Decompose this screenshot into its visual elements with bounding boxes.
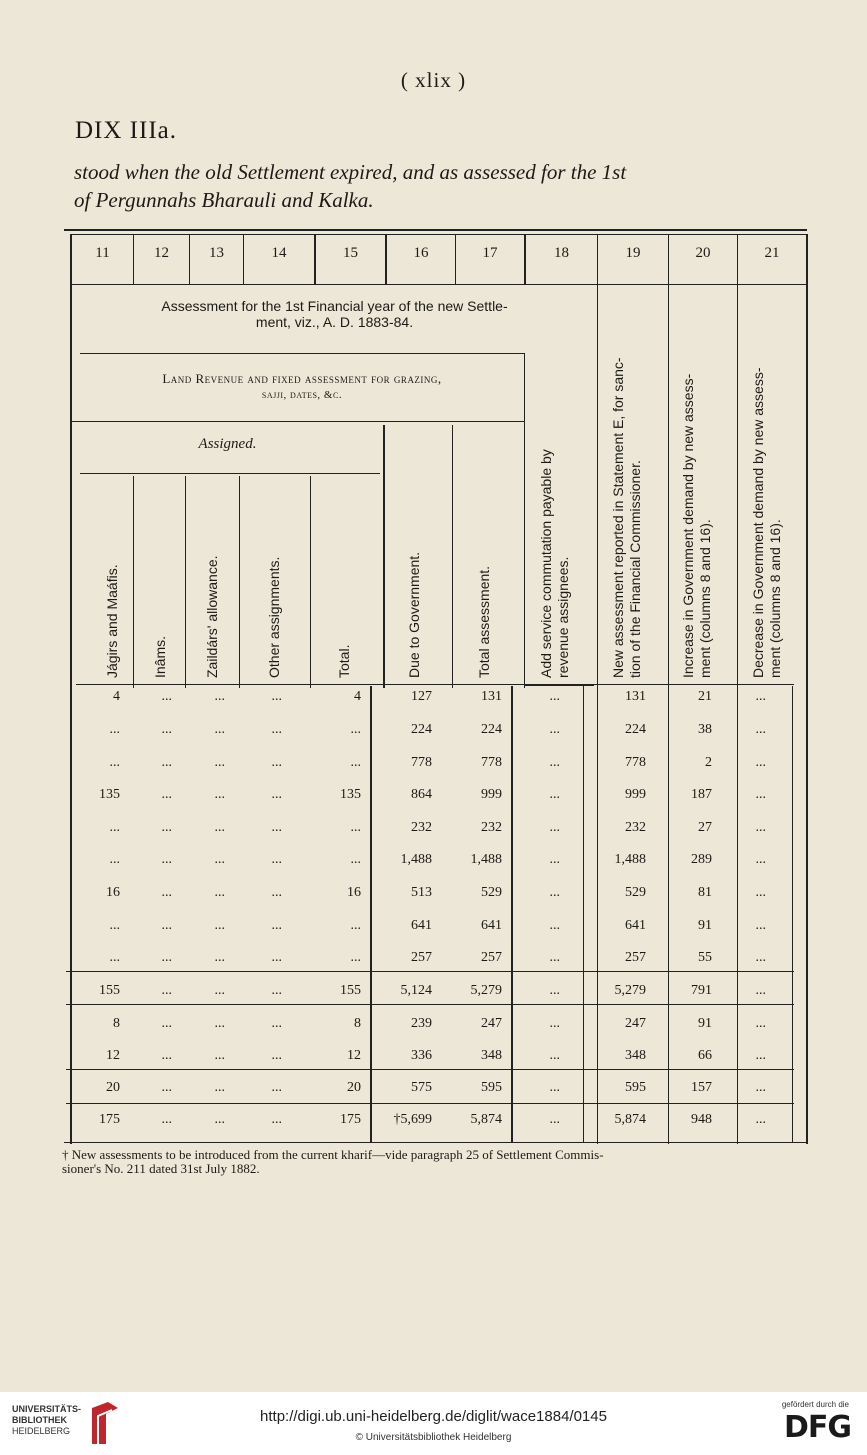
table-cell: ... [214,983,225,998]
table-cell: 4 [354,689,361,704]
col-number-18: 18 [554,245,569,261]
table-cell: 55 [698,950,712,965]
header-number-rule [70,284,807,285]
table-cell: ... [161,950,172,965]
header-inams: Inâms. [152,635,168,678]
table-cell: ... [755,1048,766,1063]
table-cell: 778 [481,755,502,770]
header-new-assessment [610,357,644,678]
table-cell: ... [755,689,766,704]
table-cell: 257 [625,950,646,965]
table-cell: ... [271,722,282,737]
col14-left-rule [239,476,240,688]
table-cell: ... [271,918,282,933]
table-cell: 91 [698,1016,712,1031]
land-revenue-rule [72,421,524,422]
subtitle-line-2: of Pergunnahs Bharauli and Kalka. [74,188,374,212]
table-cell: ... [755,918,766,933]
table-cell: 529 [625,885,646,900]
dfg-logo[interactable]: DFG [783,1410,851,1445]
table-cell: 1,488 [470,852,502,867]
table-cell: 20 [347,1080,361,1095]
sep-19 [597,234,598,1144]
land-revenue-line-1: Land Revenue and fixed assessment for grazing, [162,371,442,386]
library-name-line-1: UNIVERSITÄTS- [12,1404,82,1414]
table-cell: ... [271,787,282,802]
header-increase [680,374,714,678]
body-rule-16 [370,686,372,1142]
subtotal-rule-1 [66,971,794,972]
table-cell: ... [109,950,120,965]
header-c19-line-2: tion of the Financial Commissioner. [627,460,643,678]
table-cell: 12 [106,1048,120,1063]
table-cell: 232 [625,820,646,835]
table-cell: ... [161,1080,172,1095]
body-rule-18 [511,686,513,1142]
table-cell: 175 [340,1112,361,1127]
table-cell: 348 [625,1048,646,1063]
col-number-13: 13 [209,245,224,261]
table-cell: 247 [481,1016,502,1031]
sep-21 [737,234,738,1144]
table-cell: 135 [99,787,120,802]
table-cell: ... [214,755,225,770]
table-cell: ... [549,885,560,900]
table-cell: 791 [691,983,712,998]
col18-left-rule [524,353,525,688]
table-cell: 239 [411,1016,432,1031]
table-cell: ... [271,885,282,900]
header-total: Total. [336,644,352,678]
table-cell: 5,279 [470,983,502,998]
table-cell: ... [755,950,766,965]
table-cell: 5,279 [614,983,646,998]
col-number-21: 21 [764,245,780,261]
table-cell: ... [755,1112,766,1127]
table-cell: ... [109,820,120,835]
page-number: ( xlix ) [400,68,467,92]
table-cell: ... [549,983,560,998]
table-cell: ... [109,755,120,770]
table-cell: ... [755,722,766,737]
footnote [62,1148,822,1176]
table-cell: 948 [691,1112,712,1127]
table-cell: 131 [481,689,502,704]
col-number-17: 17 [482,245,498,261]
col-number-19: 19 [625,245,641,261]
table-cell: 16 [106,885,120,900]
table-cell: 999 [481,787,502,802]
table-cell: 864 [411,787,432,802]
table-cell: ... [755,1016,766,1031]
table-cell: ... [161,787,172,802]
table-cell: ... [549,918,560,933]
table-cell: 224 [625,722,646,737]
table-cell: 336 [411,1048,432,1063]
library-name-line-3: HEIDELBERG [12,1426,71,1436]
top-rule [64,229,807,231]
copyright-text: © Universitätsbibliothek Heidelberg [355,1432,512,1443]
table-cell: 16 [347,885,361,900]
header-c18-line-1: Add service commutation payable by [538,449,554,678]
table-cell: ... [549,1016,560,1031]
header-service-commutation [538,449,572,678]
table-cell: ... [549,722,560,737]
table-cell: ... [549,1048,560,1063]
table-cell: 2 [705,755,712,770]
footer-bar [0,1392,867,1455]
table-cell: 5,874 [614,1112,646,1127]
table-cell: ... [350,820,361,835]
table-cell: 232 [411,820,432,835]
assigned-rule [80,473,380,474]
subtitle-line-1: stood when the old Settlement expired, and as assessed for the 1st [74,160,627,184]
table-cell: 5,124 [400,983,432,998]
library-name-line-2: BIBLIOTHEK [12,1415,67,1425]
table-cell: ... [350,918,361,933]
table-cell: 131 [625,689,646,704]
table-cell: 257 [411,950,432,965]
col17-left-rule [452,425,453,688]
table-cell: ... [271,852,282,867]
table-cell: ... [271,820,282,835]
table-cell: ... [271,689,282,704]
table-cell: ... [214,1112,225,1127]
header-zaildars: Zaildárs' allowance. [204,555,220,678]
table-cell: ... [214,852,225,867]
col-number-14: 14 [271,245,287,261]
subtotal-rule-2 [66,1004,794,1005]
permalink-url[interactable]: http://digi.ub.uni-heidelberg.de/diglit/wace1884/0145 [260,1408,607,1425]
table-cell: ... [109,722,120,737]
table-cell: 575 [411,1080,432,1095]
body-rule-21-end [792,686,793,1142]
body-rule-19 [583,686,584,1142]
header-total-assessment: Total assessment. [476,565,492,678]
table-cell: ... [161,1048,172,1063]
table-cell: ... [214,885,225,900]
right-border [806,234,808,1144]
col-number-20: 20 [695,245,711,261]
table-cell: ... [350,722,361,737]
table-cell: ... [161,689,172,704]
col-number-11: 11 [95,245,110,261]
table-cell: ... [161,722,172,737]
table-cell: 157 [691,1080,712,1095]
col12-left-rule [133,476,134,688]
table-cell: ... [161,1016,172,1031]
group-rule [80,353,525,354]
table-cell: †5,699 [393,1112,432,1127]
table-cell: ... [214,787,225,802]
table-cell: ... [549,1080,560,1095]
header-c20-line-2: ment (columns 8 and 16). [697,519,713,678]
footnote-line-1: † New assessments to be introduced from the current kharif—vide paragraph 25 of Settlement Commis- [62,1147,604,1162]
table-cell: 175 [99,1112,120,1127]
table-cell: ... [549,820,560,835]
col16-left-rule [383,425,385,688]
table-cell: 20 [106,1080,120,1095]
table-cell: 8 [354,1016,361,1031]
assigned-header: Assigned. [198,436,257,452]
subtotal-rule-4 [66,1103,794,1104]
table-cell: 1,488 [614,852,646,867]
table-cell: 778 [411,755,432,770]
table-cell: 66 [698,1048,712,1063]
header-c19-line-1: New assessment reported in Statement E, for sanc- [610,357,626,678]
col13-left-rule [185,476,186,688]
table-cell: 289 [691,852,712,867]
top-rule-2 [70,234,807,235]
table-cell: 348 [481,1048,502,1063]
header-jagirs: Jágirs and Maáfis. [104,564,120,678]
table-cell: ... [755,1080,766,1095]
bottom-rule [64,1142,807,1143]
table-cell: ... [549,852,560,867]
table-cell: ... [271,1112,282,1127]
table-cell: 81 [698,885,712,900]
table-cell: ... [271,1016,282,1031]
appendix-heading: DIX IIIa. [75,117,178,144]
col-number-16: 16 [413,245,429,261]
land-revenue-header [80,371,524,403]
table-cell: 155 [99,983,120,998]
table-cell: ... [214,820,225,835]
col-number-15: 15 [343,245,358,261]
table-cell: 257 [481,950,502,965]
table-cell: ... [755,852,766,867]
table-cell: 1,488 [400,852,432,867]
table-cell: ... [549,787,560,802]
table-cell: ... [161,918,172,933]
table-cell: ... [271,755,282,770]
table-cell: 135 [340,787,361,802]
col-number-12: 12 [154,245,169,261]
table-cell: 187 [691,787,712,802]
table-cell: ... [214,1048,225,1063]
table-cell: ... [161,820,172,835]
table-cell: 641 [411,918,432,933]
left-border [70,234,72,1144]
table-cell: ... [214,950,225,965]
table-cell: ... [755,820,766,835]
table-cell: 91 [698,918,712,933]
table-cell: ... [271,950,282,965]
table-cell: ... [109,852,120,867]
table-cell: ... [755,983,766,998]
table-cell: ... [549,950,560,965]
table-cell: ... [214,918,225,933]
table-cell: ... [214,1080,225,1095]
table-cell: ... [549,689,560,704]
table-cell: ... [109,918,120,933]
table-cell: 641 [481,918,502,933]
table-cell: 999 [625,787,646,802]
header-c21-line-1: Decrease in Government demand by new assess- [750,367,766,678]
header-c18-line-2: revenue assignees. [555,556,571,678]
header-decrease [750,368,784,678]
table-cell: ... [350,755,361,770]
header-due-to-government: Due to Government. [406,551,422,678]
table-cell: 21 [698,689,712,704]
table-cell: ... [271,983,282,998]
table-cell: ... [161,885,172,900]
group-header [72,298,597,330]
table-cell: ... [161,852,172,867]
table-cell: ... [549,755,560,770]
table-cell: ... [214,722,225,737]
subtotal-rule-3 [66,1069,794,1070]
header-other-assignments: Other assignments. [266,556,282,678]
table-cell: 232 [481,820,502,835]
table-cell: ... [755,885,766,900]
table-cell: 513 [411,885,432,900]
funded-by-label: gefördert durch die [781,1400,849,1409]
table-cell: 247 [625,1016,646,1031]
header-c21-line-2: ment (columns 8 and 16). [767,519,783,678]
table-cell: 4 [113,689,120,704]
table-cell: 778 [625,755,646,770]
table-cell: ... [350,852,361,867]
table-cell: 12 [347,1048,361,1063]
table-cell: 224 [411,722,432,737]
table-cell: ... [161,1112,172,1127]
table-cell: ... [271,1080,282,1095]
table-cell: ... [214,1016,225,1031]
footnote-line-2: sioner's No. 211 dated 31st July 1882. [62,1161,260,1176]
table-cell: 8 [113,1016,120,1031]
header-bottom-rule [76,684,794,685]
table-cell: ... [214,689,225,704]
table-cell: ... [350,950,361,965]
table-cell: 27 [698,820,712,835]
header-c20-line-1: Increase in Government demand by new assess- [680,373,696,678]
table-cell: 127 [411,689,432,704]
col15-left-rule [310,476,311,688]
table-cell: ... [161,755,172,770]
table-cell: 38 [698,722,712,737]
group-header-line-2: ment, viz., A. D. 1883-84. [255,314,414,330]
table-cell: ... [549,1112,560,1127]
group-header-line-1: Assessment for the 1st Financial year of the new Settle- [161,298,508,314]
table-cell: 224 [481,722,502,737]
table-cell: ... [755,787,766,802]
table-cell: 595 [625,1080,646,1095]
table-cell: 155 [340,983,361,998]
table-cell: 529 [481,885,502,900]
land-revenue-line-2: sajji, dates, &c. [261,389,343,401]
table-cell: 641 [625,918,646,933]
table-cell: ... [755,755,766,770]
table-cell: 595 [481,1080,502,1095]
sep-20 [668,234,669,1144]
table-cell: ... [161,983,172,998]
table-cell: ... [271,1048,282,1063]
table-cell: 5,874 [470,1112,502,1127]
